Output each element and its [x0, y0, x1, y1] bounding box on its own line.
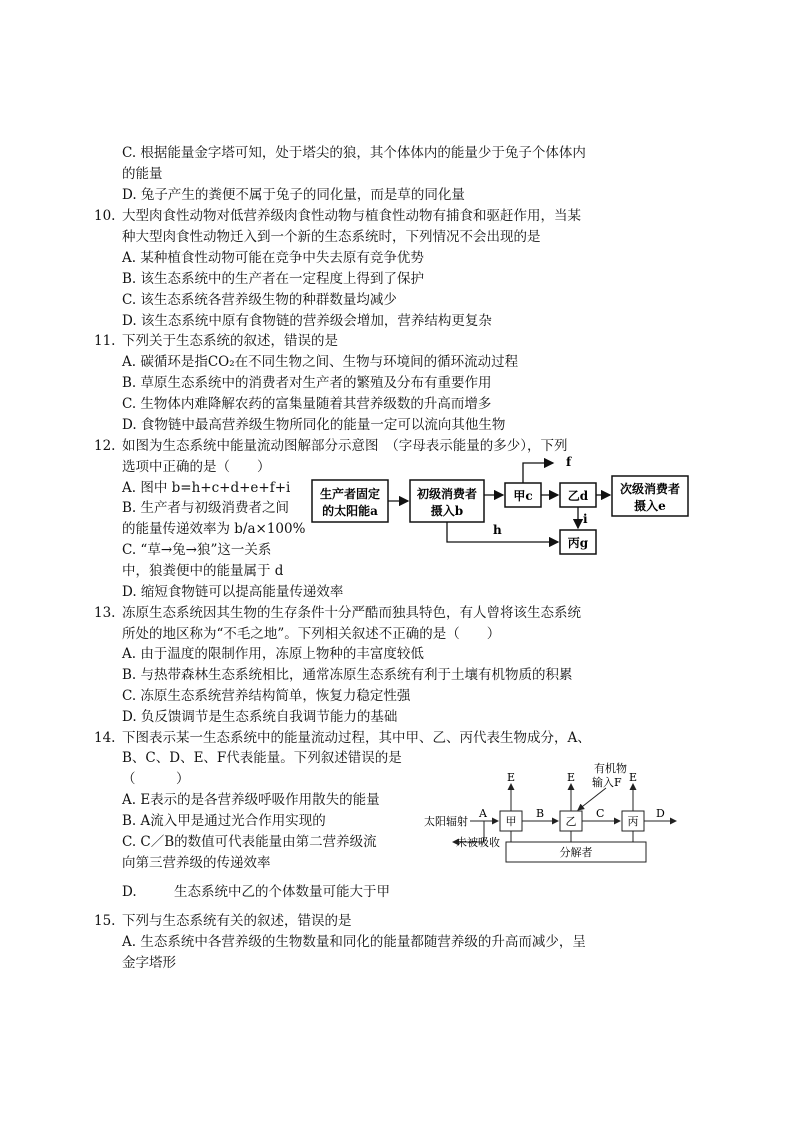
q14-label-A: A [479, 807, 487, 820]
q12-number: 12. [94, 438, 116, 454]
q12-stem-line1: 如图为生态系统中能量流动图解部分示意图 （字母表示能量的多少），下列 [122, 438, 568, 454]
q12-box-producer-line1: 生产者固定 [319, 487, 381, 501]
q14-option-d-text: 生态系统中乙的个体数量可能大于甲 [174, 884, 390, 900]
q14-option-b: B. A流入甲是通过光合作用实现的 [122, 813, 326, 829]
q14-label-B: B [536, 807, 545, 820]
q14-energy-flow-diagram [418, 760, 688, 870]
q13-stem-line2: 所处的地区称为“不毛之地”。下列相关叙述不正确的是（ ） [122, 626, 501, 642]
q14-number: 14. [94, 730, 116, 746]
q12-box-primary-line1: 初级消费者 [416, 487, 478, 501]
q13-option-c: C. 冻原生态系统营养结构简单，恢复力稳定性强 [122, 688, 411, 704]
q12-stem-line2: 选项中正确的是（ ） [122, 459, 271, 475]
q12-option-b-line1: B. 生产者与初级消费者之间 [122, 500, 290, 516]
q14-label-E2: E [567, 771, 576, 784]
q11-option-a: A. 碳循环是指CO₂在不同生物之间、生物与环境间的循环流动过程 [122, 354, 519, 370]
q14-box-yi-label: 乙 [565, 815, 577, 828]
q11-option-c: C. 生物体内难降解农药的富集量随着其营养级数的升高而增多 [122, 396, 492, 412]
q12-box-producer-line2: 的太阳能a [322, 504, 378, 518]
q10-option-a: A. 某种植食性动物可能在竞争中失去原有竞争优势 [122, 250, 424, 266]
q11-option-d: D. 食物链中最高营养级生物所同化的能量一定可以流向其他生物 [122, 417, 506, 433]
q14-box-decomposer-label: 分解者 [559, 846, 593, 859]
q14-stem-line2: B、C、D、E、F代表能量。下列叙述错误的是 [122, 750, 402, 766]
q10-stem-line1: 大型肉食性动物对低营养级肉食性动物与植食性动物有捕食和驱赶作用，当某 [122, 208, 581, 224]
q14-label-E1: E [507, 771, 516, 784]
q13-stem-line1: 冻原生态系统因其生物的生存条件十分严酷而独具特色，有人曾将该生态系统 [122, 605, 581, 621]
q12-energy-flow-diagram [310, 450, 700, 560]
q10-option-d: D. 该生态系统中原有食物链的营养级会增加，营养结构更复杂 [122, 313, 492, 329]
q12-option-b-line2: 的能量传递效率为 b/a×100% [122, 521, 306, 537]
q12-option-c-line1: C. “草→兔→狼”这一关系 [122, 542, 272, 558]
q9-option-c-line1: C. 根据能量金字塔可知，处于塔尖的狼，其个体体内的能量少于兔子个体体内 [122, 145, 586, 161]
q14-box-bing-label: 丙 [627, 815, 639, 828]
q14-label-sun: 太阳辐射 [424, 815, 468, 828]
q15-stem: 下列与生态系统有关的叙述，错误的是 [122, 913, 352, 929]
q10-number: 10. [94, 208, 116, 224]
q12-label-h: h [493, 523, 502, 537]
q14-label-E3: E [629, 771, 638, 784]
q12-label-f: f [566, 455, 572, 469]
q14-label-organic-line2: 输入F [592, 776, 622, 789]
q9-option-d: D. 兔子产生的粪便不属于兔子的同化量，而是草的同化量 [122, 187, 465, 203]
q14-box-jia-label: 甲 [505, 815, 517, 828]
q14-stem-line1: 下图表示某一生态系统中的能量流动过程，其中甲、乙、丙代表生物成分，A、 [122, 730, 591, 746]
q10-option-b: B. 该生态系统中的生产者在一定程度上得到了保护 [122, 271, 425, 287]
q9-option-c-line2: 的能量 [122, 166, 163, 182]
q14-label-unabsorbed: 未被吸收 [456, 836, 500, 849]
q15-option-a-line2: 金字塔形 [122, 955, 176, 971]
q15-number: 15. [94, 913, 116, 929]
q12-box-secondary-line1: 次级消费者 [619, 482, 681, 496]
q14-label-D: D [656, 807, 665, 820]
q14-label-C: C [596, 807, 605, 820]
q12-box-yi-label: 乙d [567, 489, 589, 503]
q13-option-a: A. 由于温度的限制作用，冻原上物种的丰富度较低 [122, 646, 424, 662]
q12-box-secondary-line2: 摄入e [634, 499, 666, 513]
q12-option-c-line2: 中，狼粪便中的能量属于 d [122, 563, 284, 579]
q12-option-d: D. 缩短食物链可以提高能量传递效率 [122, 584, 344, 600]
q12-option-a: A. 图中 b=h+c+d+e+f+i [122, 480, 291, 496]
q10-option-c: C. 该生态系统各营养级生物的种群数量均减少 [122, 292, 397, 308]
q14-stem-line3: （ ） [122, 771, 190, 787]
q12-box-primary-line2: 摄入b [430, 504, 464, 518]
q15-option-a-line1: A. 生态系统中各营养级的生物数量和同化的能量都随营养级的升高而减少，呈 [122, 934, 586, 950]
q12-box-jia-label: 甲c [513, 489, 533, 503]
q14-option-c-line2: 向第三营养级的传递效率 [122, 855, 271, 871]
q13-option-d: D. 负反馈调节是生态系统自我调节能力的基础 [122, 709, 398, 725]
q14-label-organic-line1: 有机物 [594, 762, 627, 775]
q11-option-b: B. 草原生态系统中的消费者对生产者的繁殖及分布有重要作用 [122, 375, 492, 391]
q13-option-b: B. 与热带森林生态系统相比，通常冻原生态系统有利于土壤有机物质的积累 [122, 667, 573, 683]
q12-box-bing-label: 丙g [567, 536, 589, 550]
q11-number: 11. [94, 333, 116, 349]
q14-option-a: A. E表示的是各营养级呼吸作用散失的能量 [122, 792, 380, 808]
q14-option-c-line1: C. C／B的数值可代表能量由第二营养级流 [122, 834, 377, 850]
q14-option-d-letter: D. [122, 884, 137, 900]
q10-stem-line2: 种大型肉食性动物迁入到一个新的生态系统时，下列情况不会出现的是 [122, 229, 541, 245]
q13-number: 13. [94, 605, 116, 621]
q12-label-i: i [583, 512, 588, 526]
q11-stem: 下列关于生态系统的叙述，错误的是 [122, 333, 338, 349]
